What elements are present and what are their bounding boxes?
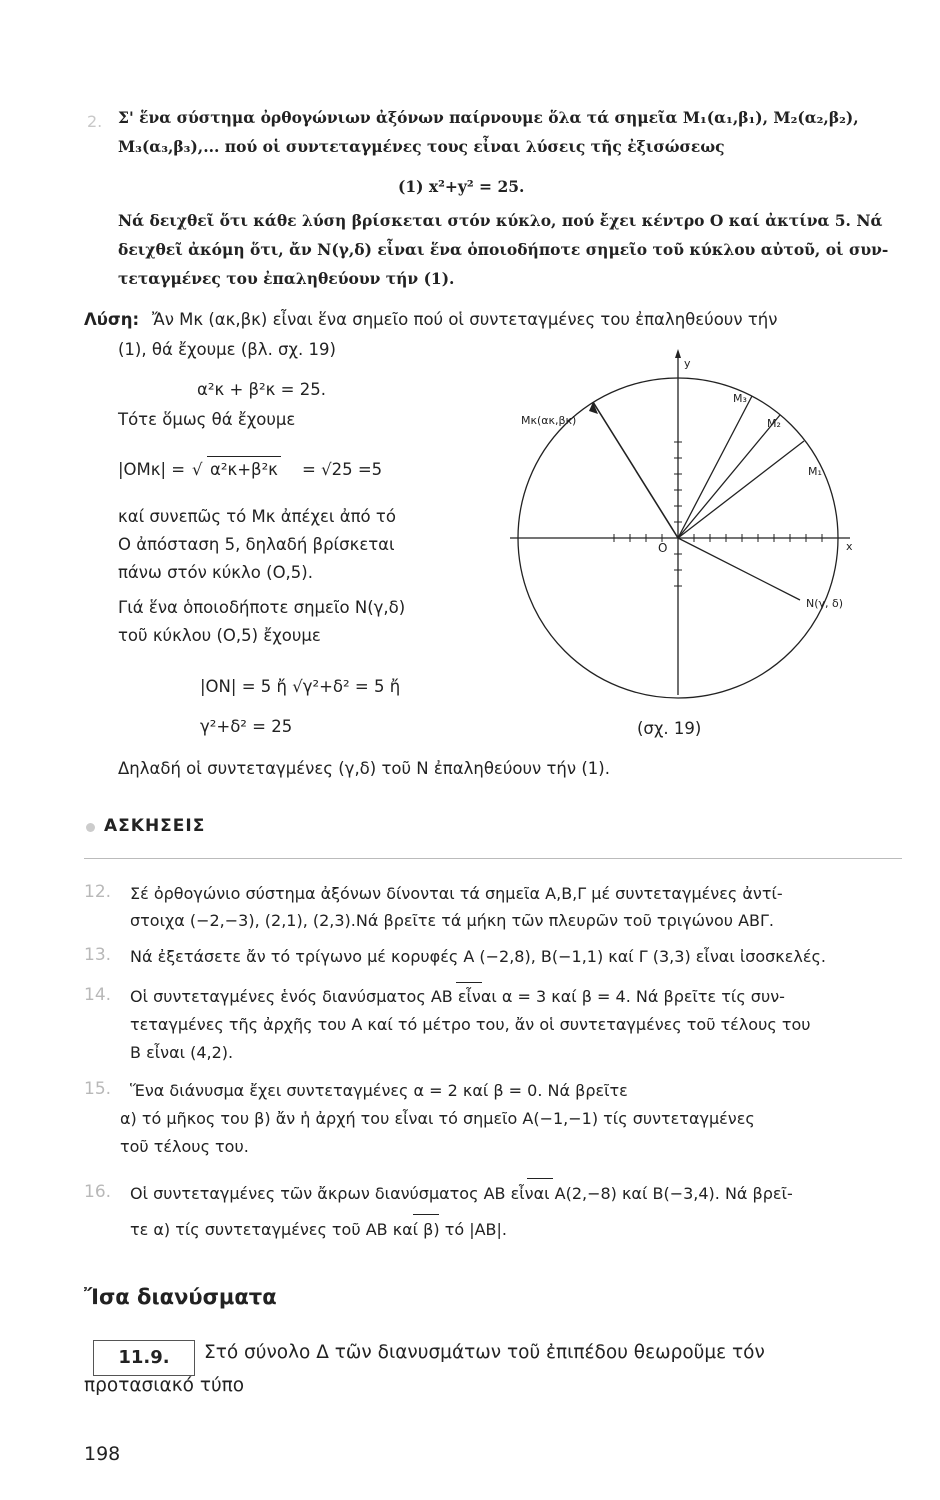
exercise-line: Οἱ συντεταγμένες ἑνός διανύσματος AB εἶναι α = 3 καί β = 4. Νά βρεῖτε τίς συν- (130, 987, 785, 1006)
solution-line: τοῦ κύκλου (O,5) ἔχουμε (118, 626, 321, 645)
exercise-number: 12. (84, 882, 112, 902)
exercise-line: τεταγμένες τῆς ἀρχῆς του A καί τό μέτρο του, ἄν οἱ συντεταγμένες τοῦ τέλους του (130, 1015, 811, 1034)
solution-line: Δηλαδή οἱ συντεταγμένες (γ,δ) τοῦ N ἐπαληθεύουν τήν (1). (118, 759, 610, 778)
exercise-line: B εἶναι (4,2). (130, 1043, 234, 1062)
exercise-line: τοῦ τέλους του. (120, 1137, 249, 1156)
section-title: Ἴσα διανύσματα (84, 1285, 277, 1309)
solution-line: Ἄν Mκ (ακ,βκ) εἶναι ἕνα σημεῖο πού οἱ συντεταγμένες του ἐπαληθεύουν τήν (152, 310, 778, 329)
label-m3: M₃ (733, 392, 747, 405)
exercise-line: α) τό μῆκος του β) ἄν ἡ ἀρχή του εἶναι τό σημεῖο A(−1,−1) τίς συντεταγμένες (120, 1109, 755, 1128)
problem-number: 2. (87, 112, 103, 131)
equation-rhs: = √25 =5 (302, 460, 383, 479)
solution-line: καί συνεπῶς τό Mκ ἀπέχει ἀπό τό (118, 507, 396, 526)
y-axis-arrow (675, 349, 681, 358)
section-text-line: προτασιακό τύπο (84, 1375, 245, 1396)
exercise-line: Ἕνα διάνυσμα ἔχει συντεταγμένες α = 2 καί β = 0. Νά βρεῖτε (130, 1081, 628, 1100)
solution-line: πάνω στόν κύκλο (O,5). (118, 563, 313, 582)
page-number: 198 (84, 1443, 121, 1465)
equation: |ON| = 5 ἤ √γ²+δ² = 5 ἤ (200, 677, 401, 696)
solution-line: Γιά ἕνα ὁποιοδήποτε σημεῖο N(γ,δ) (118, 598, 406, 617)
solution-label: Λύση: (84, 310, 140, 329)
exercise-line: Οἱ συντεταγμένες τῶν ἄκρων διανύσματος AB εἶναι A(2,−8) καί B(−3,4). Νά βρεῖ- (130, 1184, 793, 1203)
section-text-line: Στό σύνολο Δ τῶν διανυσμάτων τοῦ ἐπιπέδου θεωροῦμε τόν (204, 1342, 765, 1363)
label-m1: M₁ (808, 465, 822, 478)
equation: α²κ + β²κ = 25. (197, 380, 326, 399)
label-mk: Mκ(ακ,βκ) (521, 414, 577, 427)
vector-bar (413, 1214, 439, 1215)
label-o: O (658, 541, 668, 555)
problem-text-line: M₃(α₃,β₃),... πού οἱ συντεταγμένες τους εἶναι λύσεις τῆς ἐξισώσεως (118, 137, 725, 156)
problem-text-line: Νά δειχθεῖ ὅτι κάθε λύση βρίσκεται στόν κύκλο, πού ἔχει κέντρο O καί ἀκτίνα 5. Νά (118, 211, 883, 230)
figure-19 (500, 345, 900, 745)
radius-m3 (678, 396, 752, 538)
equation: γ²+δ² = 25 (200, 717, 293, 736)
radius-m1 (678, 441, 804, 538)
bullet-icon (86, 823, 95, 832)
exercise-line: τε α) τίς συντεταγμένες τοῦ AB καί β) τό |AB|. (130, 1220, 508, 1239)
section-number-box: 11.9. (93, 1340, 195, 1376)
radius-m2 (678, 415, 780, 538)
problem-text-line: Σ' ἕνα σύστημα ὀρθογώνιων ἀξόνων παίρνουμε ὅλα τά σημεῖα M₁(α₁,β₁), M₂(α₂,β₂), (118, 108, 859, 127)
equation-1: (1) x²+y² = 25. (398, 177, 525, 196)
vector-bar (527, 1178, 553, 1179)
exercise-number: 13. (84, 945, 112, 965)
equation-lhs: |OMκ| = (118, 460, 186, 479)
exercise-number: 16. (84, 1182, 112, 1202)
exercise-number: 15. (84, 1079, 112, 1099)
exercise-line: Σέ ὀρθογώνιο σύστημα ἀξόνων δίνονται τά σημεῖα A,B,Γ μέ συντεταγμένες ἀντί- (130, 884, 783, 903)
radius-mk (593, 402, 678, 538)
label-m2: M₂ (767, 417, 781, 430)
divider (84, 858, 902, 859)
exercise-line: Νά ἐξετάσετε ἄν τό τρίγωνο μέ κορυφές A (−2,8), B(−1,1) καί Γ (3,3) εἶναι ἰσοσκελές. (130, 947, 826, 966)
label-x: x (846, 540, 853, 553)
solution-line: (1), θά ἔχουμε (βλ. σχ. 19) (118, 340, 336, 359)
exercise-line: στοιχα (−2,−3), (2,1), (2,3).Νά βρεῖτε τά μήκη τῶν πλευρῶν τοῦ τριγώνου ABΓ. (130, 911, 774, 930)
label-y: y (684, 357, 691, 370)
solution-line: Τότε ὅμως θά ἔχουμε (118, 410, 296, 429)
problem-text-line: τεταγμένες του ἐπαληθεύουν τήν (1). (118, 269, 455, 288)
figure-caption: (σχ. 19) (637, 719, 702, 738)
label-n: N(γ, δ) (806, 597, 844, 610)
sqrt-radicand: α²κ+β²κ (207, 456, 281, 483)
vector-bar (456, 982, 482, 983)
radius-n (678, 538, 800, 600)
problem-text-line: δειχθεῖ ἀκόμη ὅτι, ἄν N(γ,δ) εἶναι ἕνα ὁποιοδήποτε σημεῖο τοῦ κύκλου αὐτοῦ, οἱ συν- (118, 240, 889, 259)
solution-line: O ἀπόσταση 5, δηλαδή βρίσκεται (118, 535, 395, 554)
exercise-number: 14. (84, 985, 112, 1005)
exercises-heading: ΑΣΚΗΣΕΙΣ (104, 816, 206, 836)
sqrt-sign: √ (192, 460, 203, 479)
